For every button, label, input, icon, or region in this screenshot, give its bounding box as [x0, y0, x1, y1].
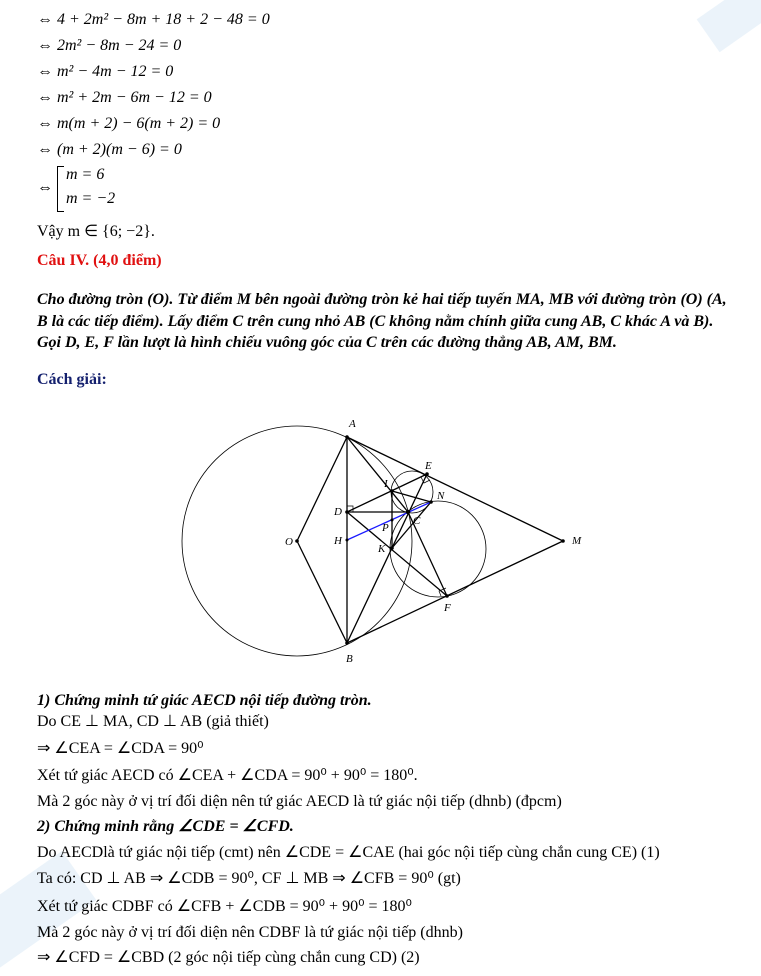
part2-line-1: Do AECDlà tứ giác nội tiếp (cmt) nên ∠CDE = ∠CAE (hai góc nội tiếp cùng chắn cung CE) (1): [37, 844, 660, 861]
part1-line-1: Do CE ⊥ MA, CD ⊥ AB (giả thiết): [37, 713, 269, 730]
label-d: D: [334, 506, 342, 518]
part1-line-3: Xét tứ giác AECD có ∠CEA + ∠CDA = 90⁰ + 90⁰ = 180⁰.: [37, 767, 418, 784]
part2-line-4: Mà 2 góc này ở vị trí đối diện nên CDBF là tứ giác nội tiếp (dhnb): [37, 924, 463, 941]
step-6: ⇔ (m + 2)(m − 6) = 0: [37, 141, 182, 158]
segment-ob: [297, 541, 347, 643]
question-line-2: B là các tiếp điểm). Lấy điểm C trên cung nhỏ AB (C không nằm chính giữa cung AB, C khác A và B).: [37, 313, 714, 330]
step-4: ⇔ m² + 2m − 6m − 12 = 0: [37, 89, 212, 106]
tangent-mb: [347, 541, 563, 643]
conclusion: Vậy m ∈ {6; −2}.: [37, 223, 155, 240]
step-2: ⇔ 2m² − 8m − 24 = 0: [37, 37, 182, 54]
segment-be: [347, 474, 427, 643]
part2-title: 2) Chứng minh rằng ∠CDE = ∠CFD.: [37, 818, 294, 835]
label-i: I: [384, 478, 388, 490]
label-a: A: [349, 418, 356, 430]
label-h: H: [334, 535, 342, 547]
question-line-1: Cho đường tròn (O). Từ điểm M bên ngoài đường tròn kẻ hai tiếp tuyến MA, MB với đường tròn (O) (A,: [37, 291, 727, 308]
system-arrow: ⇔: [37, 179, 53, 196]
part1-title: 1) Chứng minh tứ giác AECD nội tiếp đường tròn.: [37, 692, 372, 709]
part1-line-4: Mà 2 góc này ở vị trí đối diện nên tứ giác AECD là tứ giác nội tiếp (dhnb) (đpcm): [37, 793, 562, 810]
question-line-3: Gọi D, E, F lần lượt là hình chiếu vuông góc của C trên các đường thẳng AB, AM, BM.: [37, 334, 617, 351]
step-5: ⇔ m(m + 2) − 6(m + 2) = 0: [37, 115, 221, 132]
part2-line-3: Xét tứ giác CDBF có ∠CFB + ∠CDB = 90⁰ + 90⁰ = 180⁰: [37, 898, 412, 915]
label-k: K: [378, 543, 386, 555]
label-c: C: [413, 515, 421, 527]
label-o: O: [285, 536, 293, 548]
label-f: F: [444, 602, 451, 614]
label-e: E: [425, 460, 432, 472]
segment-oa: [297, 437, 347, 541]
label-n: N: [437, 490, 445, 502]
solution-label: Cách giải:: [37, 371, 107, 388]
label-b: B: [346, 653, 353, 665]
question-heading: Câu IV. (4,0 điểm): [37, 252, 162, 269]
part2-line-2: Ta có: CD ⊥ AB ⇒ ∠CDB = 90⁰, CF ⊥ MB ⇒ ∠CFB = 90⁰ (gt): [37, 870, 461, 887]
system-root-1: m = 6: [66, 166, 105, 183]
system-root-2: m = −2: [66, 190, 116, 207]
part2-line-5: ⇒ ∠CFD = ∠CBD (2 góc nội tiếp cùng chắn cung CD) (2): [37, 949, 420, 966]
label-m: M: [572, 535, 582, 547]
step-3: ⇔ m² − 4m − 12 = 0: [37, 63, 174, 80]
step-1: ⇔ 4 + 2m² − 8m + 18 + 2 − 48 = 0: [37, 11, 270, 28]
label-p: P: [382, 522, 389, 534]
part1-line-2: ⇒ ∠CEA = ∠CDA = 90⁰: [37, 740, 204, 757]
segment-ac: [347, 437, 408, 512]
